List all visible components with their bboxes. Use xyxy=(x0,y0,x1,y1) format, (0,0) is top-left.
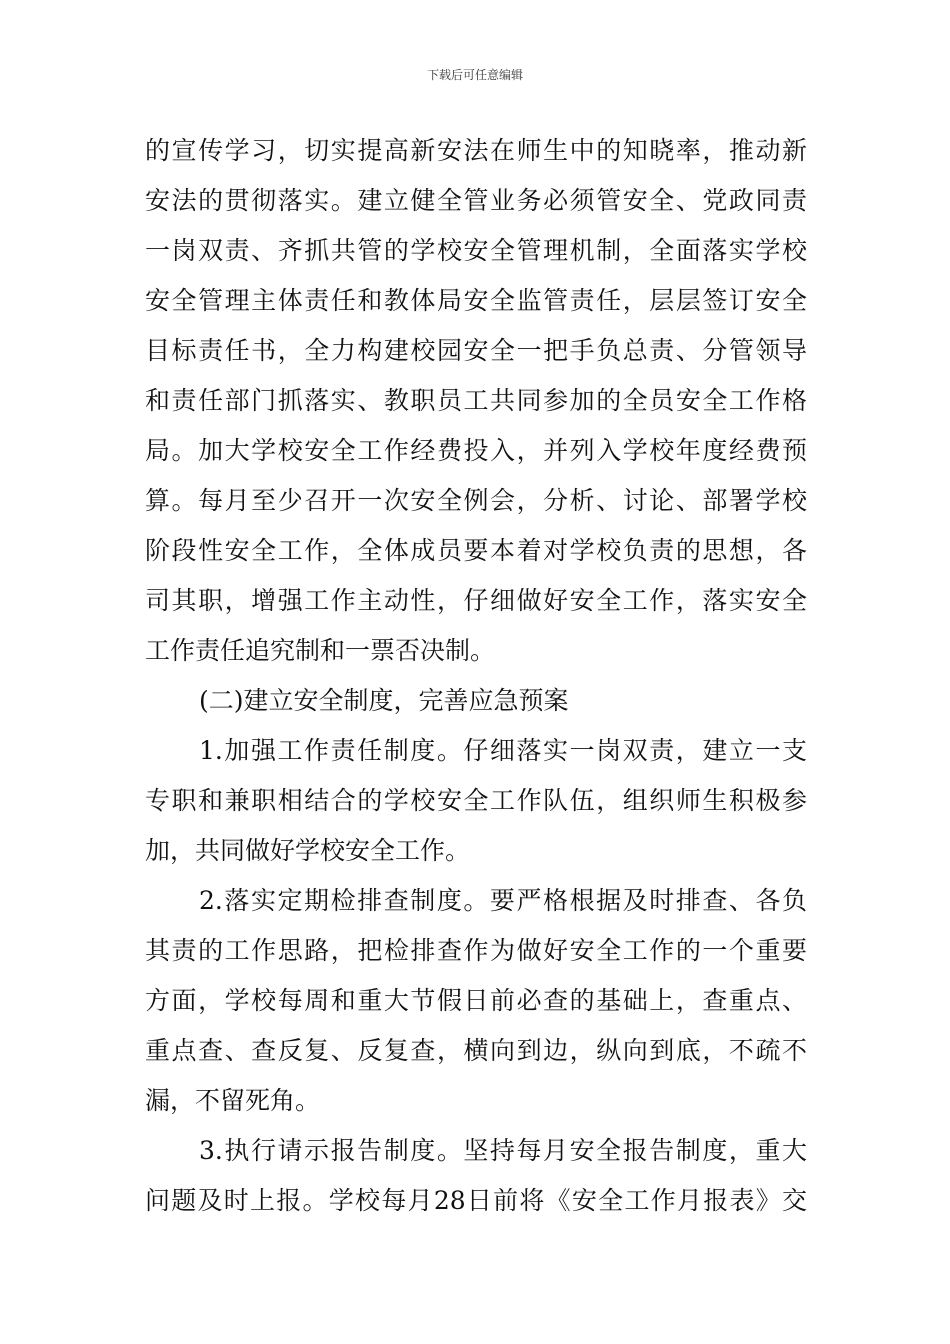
text-line: 安全管理主体责任和教体局安全监管责任，层层签订安全 xyxy=(145,286,807,315)
text-line: 司其职，增强工作主动性，仔细做好安全工作，落实安全 xyxy=(145,586,807,615)
text-line: 一岗双责、齐抓共管的学校安全管理机制，全面落实学校 xyxy=(145,236,807,265)
text-line: 安法的贯彻落实。建立健全管业务必须管安全、党政同责 xyxy=(145,186,807,215)
text-line: 2.落实定期检排查制度。要严格根据及时排查、各负 xyxy=(199,886,807,915)
text-line: 问题及时上报。学校每月28日前将《安全工作月报表》交 xyxy=(145,1186,807,1215)
text-line: 其责的工作思路，把检排查作为做好安全工作的一个重要 xyxy=(145,936,807,965)
text-line: 3.执行请示报告制度。坚持每月安全报告制度，重大 xyxy=(199,1136,807,1165)
page-header: 下载后可任意编辑 xyxy=(426,68,523,82)
text-line: 方面，学校每周和重大节假日前必查的基础上，查重点、 xyxy=(145,986,807,1015)
text-line: 目标责任书，全力构建校园安全一把手负总责、分管领导 xyxy=(145,336,807,365)
text-line: 局。加大学校安全工作经费投入，并列入学校年度经费预 xyxy=(145,436,807,465)
text-line: 工作责任追究制和一票否决制。 xyxy=(145,636,496,665)
text-line: 和责任部门抓落实、教职员工共同参加的全员安全工作格 xyxy=(145,386,807,415)
text-line: 加，共同做好学校安全工作。 xyxy=(145,836,471,865)
text-line: 1.加强工作责任制度。仔细落实一岗双责，建立一支 xyxy=(199,736,807,765)
document-body xyxy=(145,126,807,1226)
text-line: 漏，不留死角。 xyxy=(145,1086,321,1115)
text-line: 重点查、查反复、反复查，横向到边，纵向到底，不疏不 xyxy=(145,1036,807,1065)
text-line: 算。每月至少召开一次安全例会，分析、讨论、部署学校 xyxy=(145,486,807,515)
text-line: 的宣传学习，切实提高新安法在师生中的知晓率，推动新 xyxy=(145,136,807,165)
text-line: (二)建立安全制度，完善应急预案 xyxy=(199,686,569,715)
text-line: 专职和兼职相结合的学校安全工作队伍，组织师生积极参 xyxy=(145,786,807,815)
text-line: 阶段性安全工作，全体成员要本着对学校负责的思想，各 xyxy=(145,536,807,565)
